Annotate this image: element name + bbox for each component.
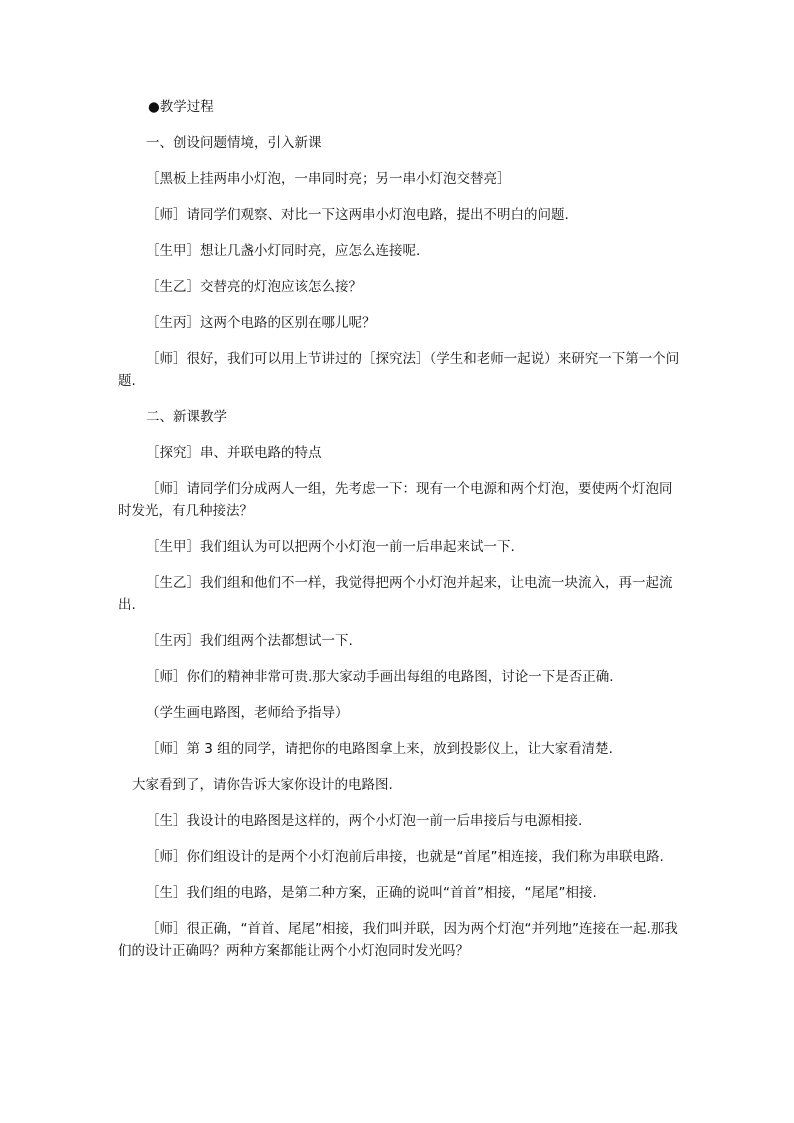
paragraph: ［师］很正确，“首首、尾尾”相接，我们叫并联，因为两个灯泡“并列地”连接在一起.那我们的设计正确吗？两种方案都能让两个小灯泡同时发光吗？ [118, 921, 678, 959]
section-heading-teaching-process: ●教学过程 [148, 99, 214, 115]
paragraph: ［师］请同学们观察、对比一下这两串小灯泡电路，提出不明白的问题. [146, 207, 569, 223]
paragraph: ［师］第 3 组的同学，请把你的电路图拿上来，放到投影仪上，让大家看清楚. [146, 741, 613, 757]
paragraph: ［师］你们的精神非常可贵.那大家动手画出每组的电路图，讨论一下是否正确. [146, 669, 614, 685]
paragraph: （学生画电路图，老师给予指导） [146, 705, 349, 721]
paragraph: ［师］很好，我们可以用上节讲过的［探究法］（学生和老师一起说）来研究一下第一个问题. [118, 351, 680, 389]
section-heading-2: 二、新课教学 [146, 409, 227, 425]
paragraph: ［生乙］我们组和他们不一样，我觉得把两个小灯泡并起来，让电流一块流入，再一起流出. [118, 575, 673, 613]
paragraph: ［探究］串、并联电路的特点 [146, 445, 322, 461]
paragraph: ［师］请同学们分成两人一组，先考虑一下：现有一个电源和两个灯泡，要使两个灯泡同时发光，有几种接法？ [118, 481, 673, 519]
document-body [118, 96, 680, 976]
paragraph: ［师］你们组设计的是两个小灯泡前后串接，也就是“首尾”相连接，我们称为串联电路. [146, 849, 664, 865]
paragraph: ［生乙］交替亮的灯泡应该怎么接？ [146, 279, 362, 295]
paragraph: ［黑板上挂两串小灯泡，一串同时亮；另一串小灯泡交替亮］ [146, 171, 511, 187]
paragraph: ［生丙］这两个电路的区别在哪儿呢？ [146, 315, 376, 331]
paragraph: 大家看到了，请你告诉大家你设计的电路图. [132, 777, 393, 793]
paragraph: ［生甲］想让几盏小灯同时亮，应怎么连接呢. [146, 243, 421, 259]
section-heading-1: 一、创设问题情境，引入新课 [146, 135, 322, 151]
paragraph: ［生甲］我们组认为可以把两个小灯泡一前一后串起来试一下. [146, 539, 515, 555]
paragraph: ［生］我们组的电路，是第二种方案，正确的说叫“首首”相接，“尾尾”相接. [146, 885, 597, 901]
paragraph: ［生丙］我们组两个法都想试一下. [146, 633, 353, 649]
paragraph: ［生］我设计的电路图是这样的，两个小灯泡一前一后串接后与电源相接. [146, 813, 583, 829]
